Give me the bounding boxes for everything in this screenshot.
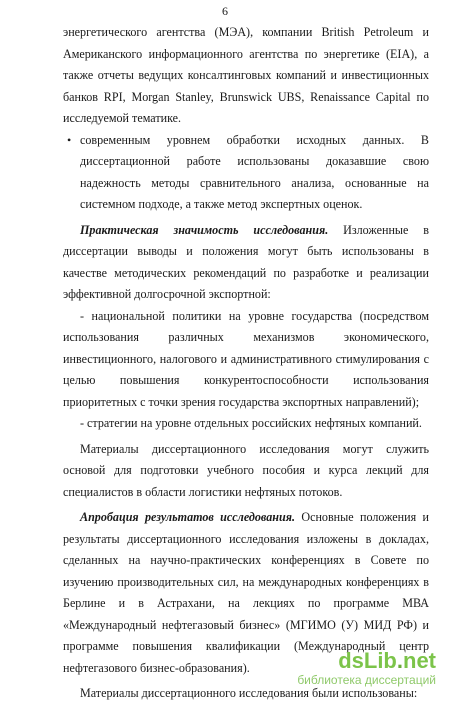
approbation-text: Основные положения и результаты диссертационного исследования изложены в докладах, сделанных на научно-практических конференциях в Совете по изучению производительных сил, на международных конференциях в Берлине и в Астрахани, на лекциях по программе МВА «Международный нефтегазовый бизнес» (МГИМО (У) МИД РФ) и программе повышения квалификации (Международный центр нефтегазового бизнес-образования). [63,510,429,675]
watermark-logo-text: dsLib.net [338,648,436,673]
paragraph-sources: энергетического агентства (МЭА), компании British Petroleum и Американского информационного агентства по энергетике (EIA), а также отчеты ведущих консалтинговых компаний и инвестиционных банков RPI, Morgan Stanley, Brunswick UBS, Renaissance Capital по исследуемой тематике. [63,25,429,125]
document-body [63,22,429,705]
bullet-text: современным уровнем обработки исходных данных. В диссертационной работе использованы доказавшие свою надежность методы сравнительного анализа, основанные на системном подходе, а также метод экспертных оценок. [80,132,429,211]
paragraph-materials: Материалы диссертационного исследования могут служить основой для подготовки учебного пособия и курса лекций для специалистов в области логистики нефтяных потоков. [63,441,429,499]
practical-text: Изложенные в диссертации выводы и положения могут быть использованы в качестве методических рекомендаций по разработке и реализации эффективной долгосрочной экспортной: [63,222,429,301]
approbation-heading: Апробация результатов исследования. [80,510,295,524]
page-number: 6 [222,4,228,18]
list-item-national: - национальной политики на уровне государства (посредством использования различных механизмов экономического, инвестиционного, налогового и административного стимулирования с целью повышения конкурентоспособности использования приоритетных с точки зрения государства экспортных направлений); [63,308,429,409]
paragraph-final: Материалы диссертационного исследования были использованы: [80,686,418,700]
bullet-item [67,130,429,216]
watermark-tagline: библиотека диссертаций [297,673,436,687]
watermark-logo [256,649,436,687]
practical-heading: Практическая значимость исследования. [80,222,329,237]
list-item-strategy: - стратегии на уровне отдельных российских нефтяных компаний. [80,416,422,430]
bullet-list [63,130,429,216]
bullet-icon: • [67,132,72,147]
paragraph-practical [63,220,429,306]
